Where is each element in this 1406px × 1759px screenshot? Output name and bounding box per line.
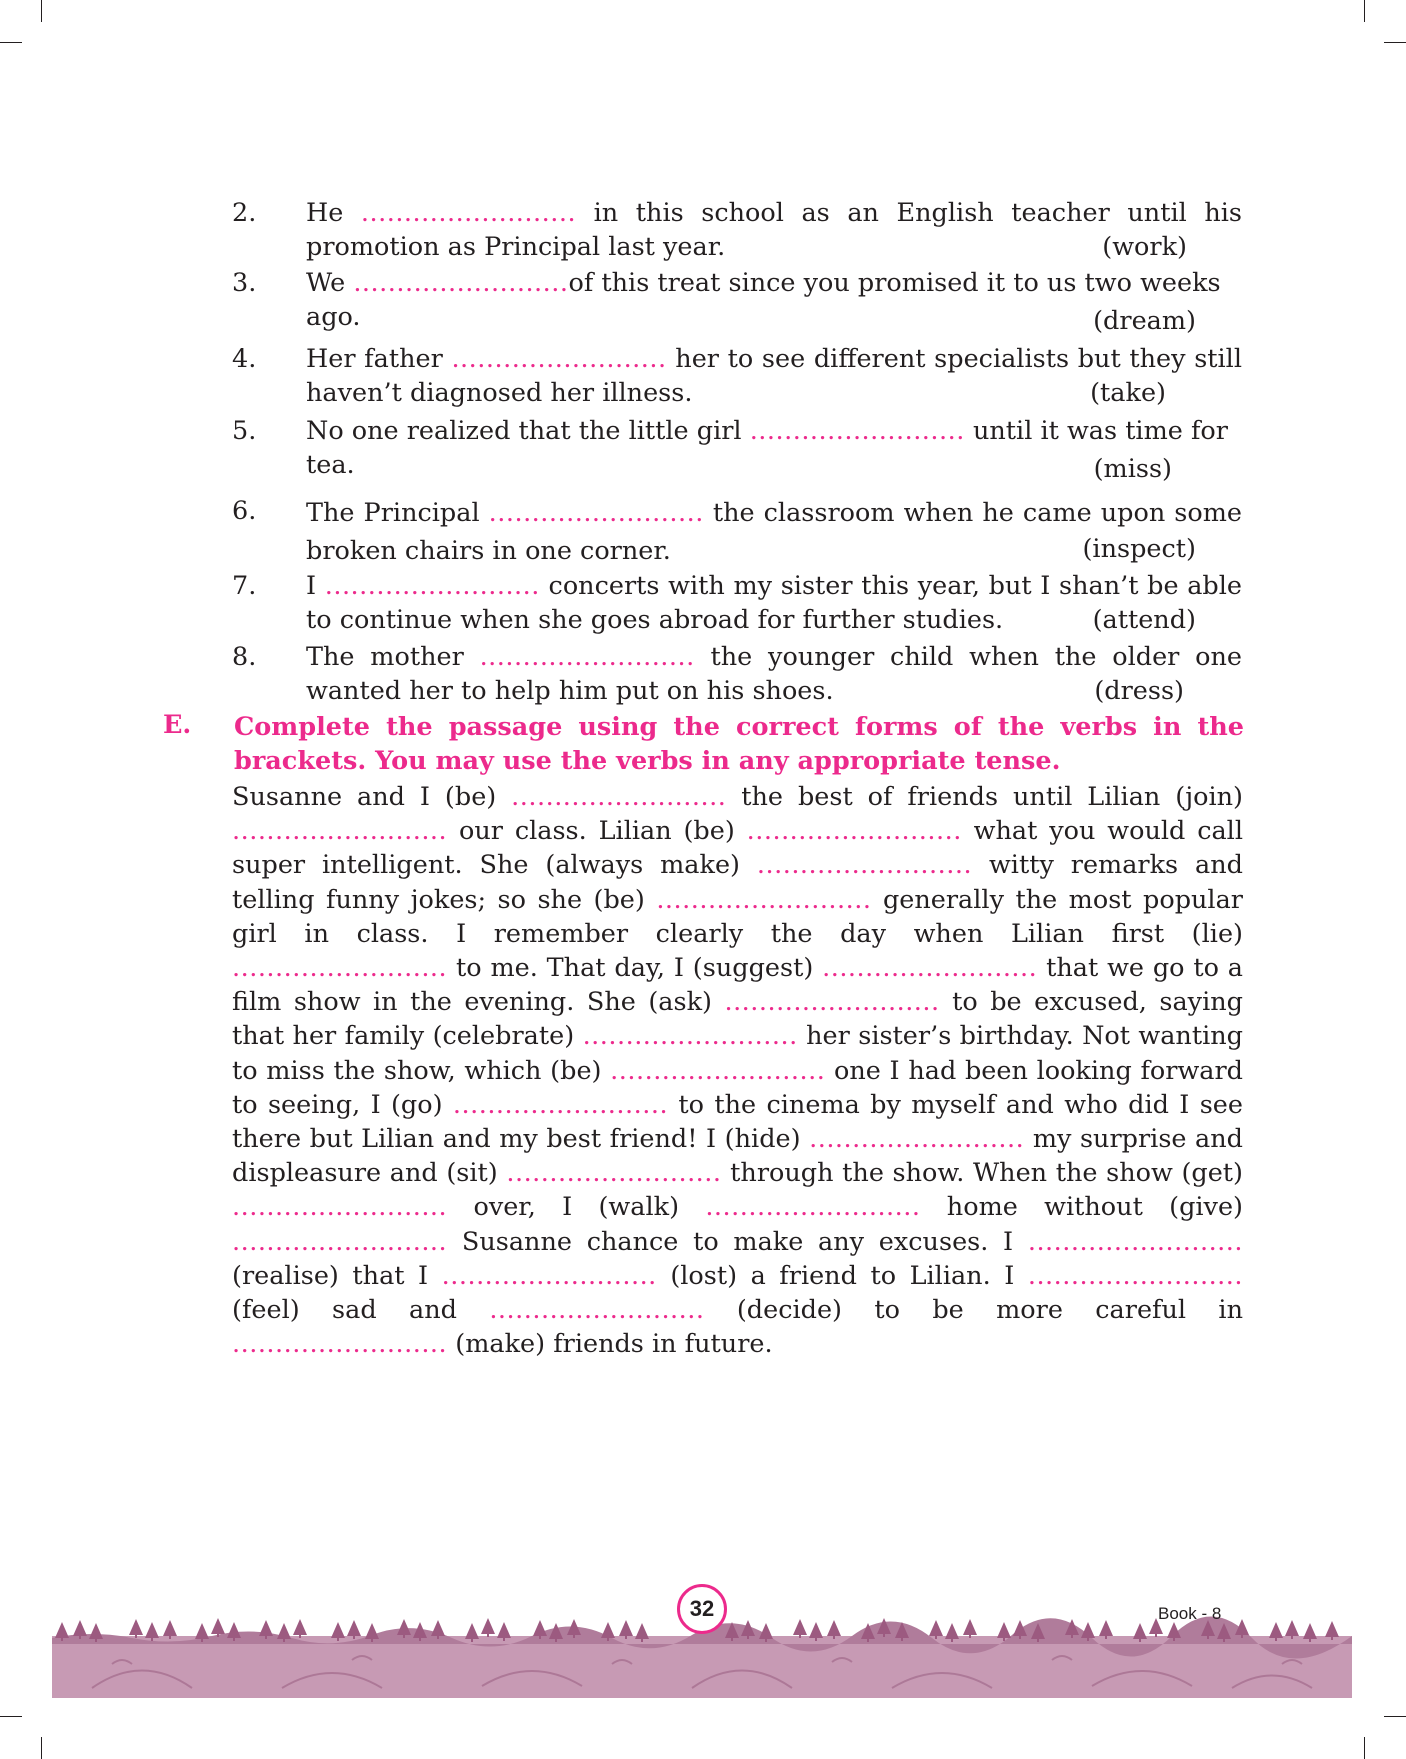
question-text: The mother ......................... the younger child when the older one wanted her to help him put on his shoes. [306, 642, 1243, 706]
answer-blank[interactable]: ......................... [232, 816, 448, 847]
passage: Susanne and I (be) ......................... the best of friends until Lilian (join) ......................... our class. Lilian (be) ......................... what you would call super intelligent. She (always make) ......................... witty remarks and telling funny jokes; so she (be) ......................... generally the most popular girl in class. I remember clearly the day when Lilian first (lie) ......................... to me. That day, I (suggest) ......................... that we go to a film show in the evening. She (ask) ......................... to be excused, saying that her family (celebrate) ......................... her sister’s birthday. Not wanting to miss the show, which (be) ......................... one I had been looking forward to seeing, I (go) ......................... to the cinema by myself and who did I see there but Lilian and my best friend! I (hide) ......................... my surprise and displeasure and (sit) ......................... through the show. When the show (get) ......................... over, I (walk) ......................... home without (give) ......................... Susanne chance to make any excuses. I ......................... (realise) that I ......................... (lost) a friend to Lilian. I ......................... (feel) sad and ......................... (decide) to be more careful in ......................... (make) friends in future. [232, 782, 1243, 1360]
question-text: No one realized that the little girl ......................... until it was time for tea. [306, 416, 1228, 480]
question-5 [232, 414, 1242, 486]
verb-hint: (dream) [1093, 306, 1196, 336]
answer-blank[interactable]: ......................... [232, 1226, 448, 1257]
answer-blank[interactable]: ......................... [724, 987, 940, 1018]
answer-blank[interactable]: ......................... [232, 1329, 448, 1360]
question-8 [232, 640, 1242, 708]
verb-hint: (inspect) [1082, 534, 1196, 564]
question-2 [232, 196, 1242, 264]
verb-hint: (dress) [1094, 676, 1184, 706]
question-text: We .........................of this treat since you promised it to us two weeks ago. [306, 268, 1221, 332]
answer-blank[interactable]: ......................... [489, 1295, 705, 1326]
answer-blank[interactable]: ......................... [610, 1055, 826, 1086]
answer-blank[interactable]: ......................... [452, 1089, 669, 1120]
verb-hint: (attend) [1092, 605, 1196, 635]
answer-blank[interactable]: ......................... [441, 1260, 657, 1291]
answer-blank[interactable]: ......................... [582, 1021, 798, 1052]
answer-blank[interactable]: ......................... [656, 884, 872, 915]
question-number: 4. [232, 344, 257, 374]
crop-mark [0, 1716, 22, 1717]
question-number: 8. [232, 642, 257, 672]
question-text: The Principal ......................... the classroom when he came upon some broken chairs in one corner. [306, 498, 1243, 566]
question-number: 3. [232, 268, 257, 298]
crop-mark [1384, 42, 1406, 43]
answer-blank[interactable]: ......................... [705, 1192, 921, 1223]
crop-mark [41, 0, 42, 22]
answer-blank[interactable]: ......................... [511, 782, 727, 812]
answer-blank[interactable]: ......................... [756, 850, 973, 881]
question-number: 6. [232, 496, 257, 526]
question-3 [232, 266, 1242, 338]
crop-mark [1364, 1737, 1365, 1759]
answer-blank[interactable]: ......................... [488, 498, 704, 528]
question-number: 2. [232, 198, 257, 228]
answer-blank[interactable]: ......................... [822, 953, 1038, 984]
answer-blank[interactable]: ......................... [746, 816, 962, 847]
question-number: 7. [232, 571, 257, 601]
answer-blank[interactable]: ......................... [353, 268, 569, 298]
question-text: Her father ......................... her to see different specialists but they still haven’t diagnosed her illness. [306, 344, 1242, 408]
answer-blank[interactable]: ......................... [479, 642, 695, 672]
question-number: 5. [232, 416, 257, 446]
crop-mark [1384, 1716, 1406, 1717]
verb-hint: (miss) [1093, 454, 1172, 484]
question-4 [232, 342, 1242, 410]
exercise-letter: E. [163, 710, 192, 740]
answer-blank[interactable]: ......................... [232, 1192, 448, 1223]
page-number: 32 [677, 1584, 727, 1634]
verb-hint: (work) [1102, 232, 1187, 262]
answer-blank[interactable]: ......................... [451, 344, 667, 374]
question-text: He ......................... in this school as an English teacher until his promotion as Principal last year. [306, 198, 1242, 262]
answer-blank[interactable]: ......................... [1027, 1226, 1243, 1257]
book-label: Book - 8 [1158, 1604, 1222, 1623]
exercise-instruction: Complete the passage using the correct forms of the verbs in the brackets. You may use the verbs in any appropriate tense. [234, 712, 1244, 776]
crop-mark [1364, 0, 1365, 22]
crop-mark [41, 1737, 42, 1759]
verb-hint: (take) [1090, 378, 1166, 408]
answer-blank[interactable]: ......................... [809, 1124, 1025, 1155]
answer-blank[interactable]: ......................... [324, 571, 540, 601]
answer-blank[interactable]: ......................... [749, 416, 965, 446]
question-6 [232, 494, 1242, 566]
question-7 [232, 569, 1242, 637]
crop-mark [0, 42, 22, 43]
answer-blank[interactable]: ......................... [232, 953, 448, 984]
answer-blank[interactable]: ......................... [360, 198, 577, 228]
question-text: I ......................... concerts with my sister this year, but I shan’t be able to continue when she goes abroad for further studies. [306, 571, 1242, 635]
answer-blank[interactable]: ......................... [506, 1158, 722, 1189]
answer-blank[interactable]: ......................... [1027, 1260, 1243, 1291]
